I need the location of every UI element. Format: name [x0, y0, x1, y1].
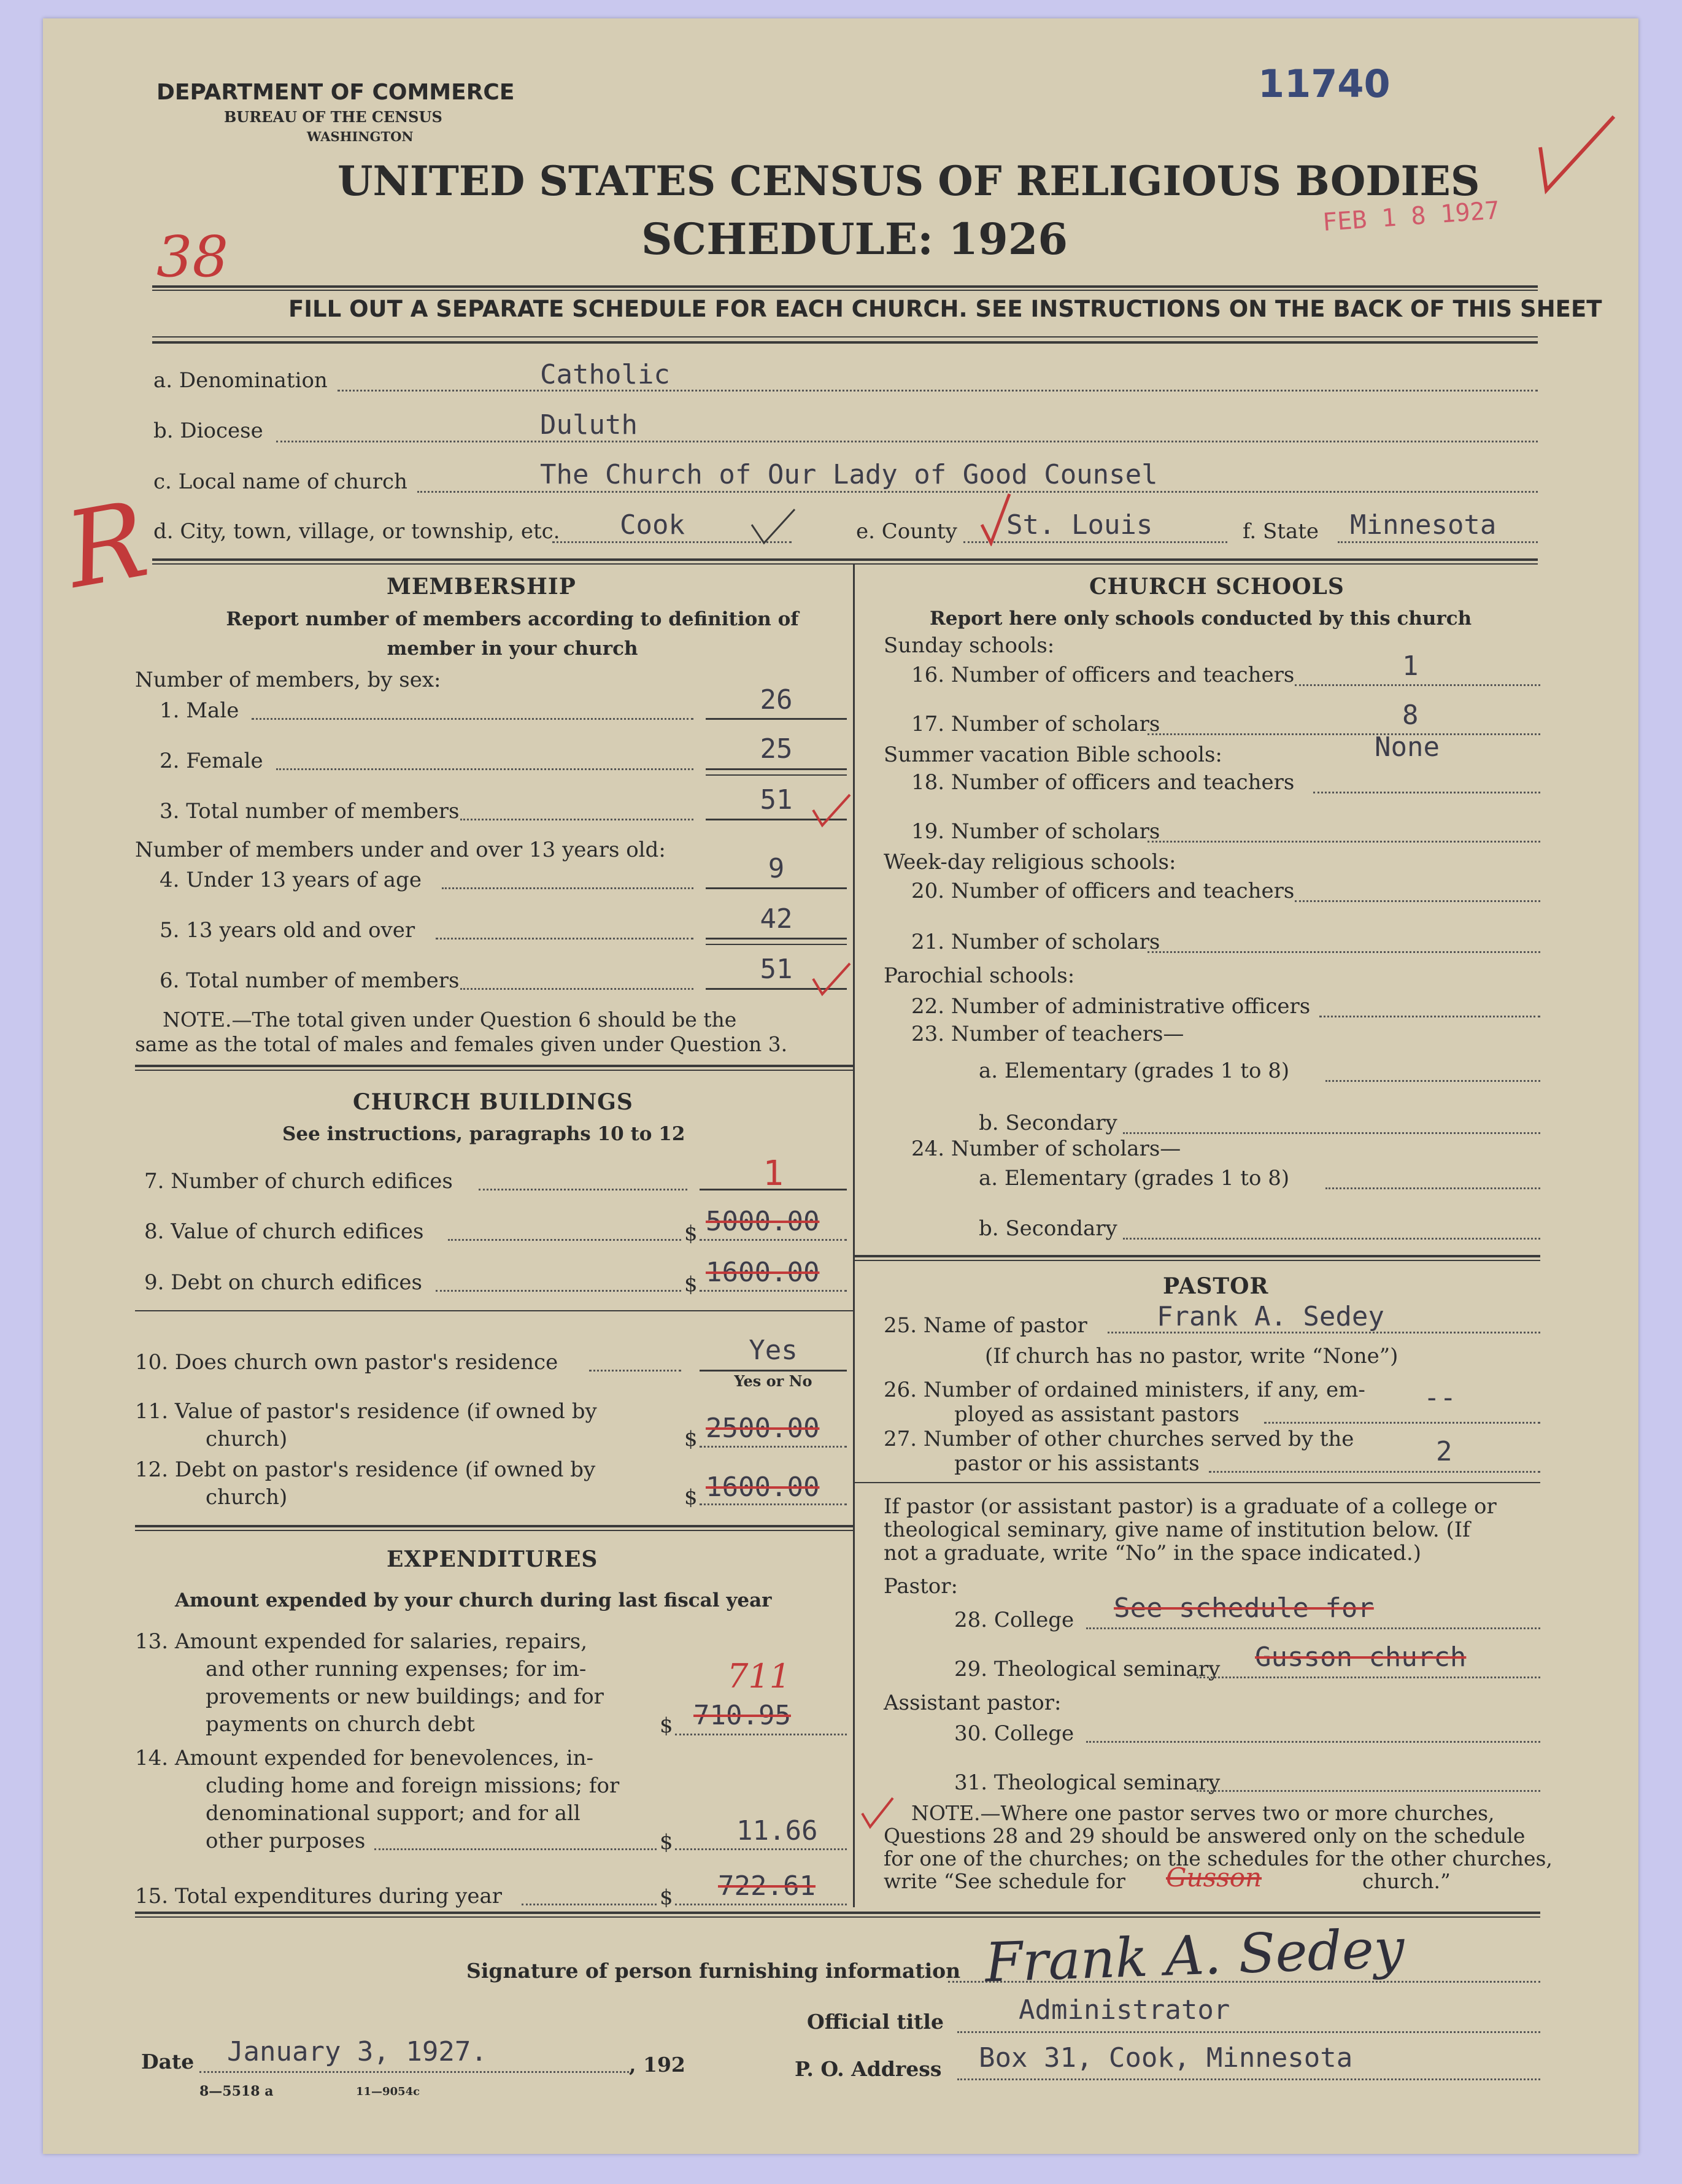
q16-label: 16. Number of officers and teachers — [911, 663, 1295, 687]
q2-label: 2. Female — [160, 749, 263, 773]
church-name-label: c. Local name of church — [153, 469, 407, 494]
expenditures-title: EXPENDITURES — [387, 1546, 598, 1572]
check-mark-q3 — [810, 792, 853, 828]
pastor-note-line1: NOTE.—Where one pastor serves two or more churches, — [911, 1801, 1495, 1825]
q31-label: 31. Theological seminary — [954, 1770, 1221, 1795]
denomination-value[interactable]: Catholic — [540, 359, 670, 390]
q30-label: 30. College — [954, 1721, 1074, 1746]
q29-answer[interactable]: Gusson church — [1255, 1642, 1467, 1673]
by-age-label: Number of members under and over 13 years old: — [135, 838, 666, 862]
pastor-title: PASTOR — [1163, 1273, 1269, 1299]
q11-answer[interactable]: 2500.00 — [706, 1413, 820, 1444]
q26-label-line2: ployed as assistant pastors — [954, 1402, 1240, 1427]
by-sex-label: Number of members, by sex: — [135, 668, 441, 692]
q13-correction: 711 — [727, 1657, 791, 1696]
q27-label-line2: pastor or his assistants — [954, 1451, 1200, 1476]
pastor-note-line4: write “See schedule for — [884, 1869, 1125, 1893]
buildings-title: CHURCH BUILDINGS — [353, 1089, 633, 1115]
q3-label: 3. Total number of members — [160, 799, 460, 824]
bureau-heading: BUREAU OF THE CENSUS — [224, 108, 442, 126]
q13-dollar: $ — [660, 1713, 673, 1738]
church-name-value[interactable]: The Church of Our Lady of Good Counsel — [540, 459, 1158, 490]
pastor-note-line2: Questions 28 and 29 should be answered only on the schedule — [884, 1824, 1526, 1848]
q13-label-line1: 13. Amount expended for salaries, repairs, — [135, 1629, 588, 1654]
q27-label-line1: 27. Number of other churches served by the — [884, 1427, 1354, 1451]
q25-answer[interactable]: Frank A. Sedey — [1157, 1301, 1384, 1332]
membership-title: MEMBERSHIP — [387, 574, 576, 600]
q13-label-line2: and other running expenses; for im- — [206, 1657, 587, 1681]
summer-schools-answer[interactable]: None — [1375, 731, 1440, 763]
q8-answer[interactable]: 5000.00 — [706, 1206, 820, 1237]
date-value[interactable]: January 3, 1927. — [227, 2036, 487, 2067]
q11-label-line1: 11. Value of pastor's residence (if owned by — [135, 1399, 597, 1424]
q15-dollar: $ — [660, 1885, 673, 1910]
form-number: 8—5518 a — [199, 2083, 274, 2099]
official-title-value[interactable]: Administrator — [1019, 1994, 1230, 2026]
county-value[interactable]: St. Louis — [1006, 509, 1153, 541]
po-address-value[interactable]: Box 31, Cook, Minnesota — [979, 2042, 1353, 2074]
yes-no-caption: Yes or No — [734, 1372, 812, 1390]
parochial-schools-label: Parochial schools: — [884, 963, 1075, 988]
q24-label: 24. Number of scholars— — [911, 1136, 1181, 1161]
q29-label: 29. Theological seminary — [954, 1657, 1221, 1681]
graduate-instruction-line2: theological seminary, give name of institution below. (If — [884, 1518, 1470, 1542]
q25-note: (If church has no pastor, write “None”) — [985, 1344, 1398, 1368]
city-value[interactable]: Cook — [620, 509, 685, 541]
q9-answer[interactable]: 1600.00 — [706, 1257, 820, 1288]
q25-label: 25. Name of pastor — [884, 1313, 1087, 1338]
q9-dollar: $ — [684, 1272, 698, 1297]
q6-answer[interactable]: 51 — [760, 954, 793, 985]
q12-label-line1: 12. Debt on pastor's residence (if owned by — [135, 1457, 596, 1482]
q12-label-line2: church) — [206, 1485, 288, 1510]
schools-subtitle: Report here only schools conducted by this church — [930, 608, 1472, 630]
q7-label: 7. Number of church edifices — [144, 1169, 453, 1194]
q17-answer[interactable]: 8 — [1402, 700, 1419, 731]
q27-answer[interactable]: 2 — [1436, 1436, 1452, 1467]
q7-answer[interactable]: 1 — [763, 1154, 784, 1194]
state-label: f. State — [1243, 519, 1319, 544]
dept-heading: DEPARTMENT OF COMMERCE — [156, 80, 515, 105]
check-mark-county — [979, 491, 1016, 546]
membership-note-line2: same as the total of males and females given under Question 3. — [135, 1032, 788, 1056]
q26-label-line1: 26. Number of ordained ministers, if any, em- — [884, 1378, 1365, 1402]
q23b-label: b. Secondary — [979, 1111, 1117, 1135]
diocese-label: b. Diocese — [153, 419, 263, 443]
census-schedule-form — [43, 18, 1638, 2154]
graduate-instruction-line3: not a graduate, write “No” in the space indicated.) — [884, 1541, 1422, 1565]
official-title-label: Official title — [807, 2010, 944, 2034]
city-heading: WASHINGTON — [307, 129, 414, 144]
pastor-note-handwritten: Gusson — [1166, 1862, 1262, 1893]
denomination-label: a. Denomination — [153, 368, 328, 393]
q20-label: 20. Number of officers and teachers — [911, 879, 1295, 903]
state-value[interactable]: Minnesota — [1350, 509, 1497, 541]
summer-schools-label: Summer vacation Bible schools: — [884, 743, 1222, 767]
q14-label-line3: denominational support; and for all — [206, 1801, 581, 1826]
q23a-label: a. Elementary (grades 1 to 8) — [979, 1059, 1290, 1083]
q5-label: 5. 13 years old and over — [160, 918, 415, 943]
q4-answer[interactable]: 9 — [768, 853, 785, 884]
received-stamp: FEB 1 8 1927 — [1321, 196, 1501, 237]
assistant-pastor-subheading: Assistant pastor: — [884, 1691, 1062, 1715]
q4-label: 4. Under 13 years of age — [160, 868, 422, 892]
q12-dollar: $ — [684, 1485, 698, 1510]
q14-label-line4: other purposes — [206, 1829, 366, 1853]
sunday-schools-label: Sunday schools: — [884, 633, 1055, 658]
q28-label: 28. College — [954, 1608, 1074, 1632]
q8-dollar: $ — [684, 1221, 698, 1246]
check-mark-note — [859, 1795, 896, 1832]
graduate-instruction-line1: If pastor (or assistant pastor) is a graduate of a college or — [884, 1494, 1497, 1519]
q1-answer[interactable]: 26 — [760, 684, 793, 716]
buildings-subtitle: See instructions, paragraphs 10 to 12 — [282, 1123, 685, 1145]
q6-label: 6. Total number of members — [160, 968, 460, 993]
instructions-banner: FILL OUT A SEPARATE SCHEDULE FOR EACH CHURCH. SEE INSTRUCTIONS ON THE BACK OF THIS SHEET — [288, 296, 1602, 322]
q13-label-line3: provements or new buildings; and for — [206, 1684, 604, 1709]
q14-label-line2: cluding home and foreign missions; for — [206, 1773, 620, 1798]
pastor-note-line3: for one of the churches; on the schedules for the other churches, — [884, 1846, 1553, 1870]
check-mark-city — [749, 503, 798, 546]
check-mark-q6 — [810, 960, 853, 997]
schedule-year: SCHEDULE: 1926 — [641, 214, 1068, 264]
pastor-note-line4-end: church.” — [1362, 1869, 1451, 1893]
city-label: d. City, town, village, or township, etc. — [153, 519, 560, 544]
q15-label: 15. Total expenditures during year — [135, 1884, 503, 1908]
handwritten-r-mark: R — [57, 479, 156, 612]
q18-label: 18. Number of officers and teachers — [911, 770, 1295, 795]
q5-answer[interactable]: 42 — [760, 903, 793, 935]
weekday-schools-label: Week-day religious schools: — [884, 850, 1176, 874]
q1-label: 1. Male — [160, 698, 239, 723]
q13-label-line4: payments on church debt — [206, 1712, 475, 1737]
q26-answer[interactable]: -- — [1424, 1382, 1456, 1413]
q28-answer[interactable]: See schedule for — [1114, 1592, 1374, 1624]
form-title: UNITED STATES CENSUS OF RELIGIOUS BODIES — [338, 157, 1480, 205]
q23-label: 23. Number of teachers— — [911, 1022, 1184, 1046]
q13-answer[interactable]: 710.95 — [693, 1700, 791, 1731]
q2-answer[interactable]: 25 — [760, 733, 793, 765]
membership-subtitle: Report number of members according to definition of member in your church — [226, 608, 799, 660]
expenditures-subtitle: Amount expended by your church during last fiscal year — [175, 1589, 772, 1611]
handwritten-number: 38 — [156, 224, 229, 290]
serial-number: 11740 — [1258, 61, 1391, 106]
q14-dollar: $ — [660, 1830, 673, 1854]
q14-label-line1: 14. Amount expended for benevolences, in- — [135, 1746, 594, 1770]
red-check-mark — [1534, 110, 1620, 196]
q10-answer[interactable]: Yes — [749, 1335, 798, 1366]
q14-answer[interactable]: 11.66 — [736, 1815, 818, 1846]
q17-label: 17. Number of scholars — [911, 712, 1160, 736]
q24a-label: a. Elementary (grades 1 to 8) — [979, 1166, 1290, 1190]
po-address-label: P. O. Address — [795, 2057, 942, 2081]
county-label: e. County — [856, 519, 957, 544]
q16-answer[interactable]: 1 — [1402, 650, 1419, 682]
q9-label: 9. Debt on church edifices — [144, 1270, 422, 1295]
date-suffix: , 192 — [629, 2053, 685, 2077]
q19-label: 19. Number of scholars — [911, 819, 1160, 844]
q21-label: 21. Number of scholars — [911, 930, 1160, 954]
q8-label: 8. Value of church edifices — [144, 1219, 424, 1244]
pastor-subheading: Pastor: — [884, 1574, 958, 1599]
print-code: 11—9054c — [356, 2085, 420, 2098]
q10-label: 10. Does church own pastor's residence — [135, 1350, 558, 1375]
q24b-label: b. Secondary — [979, 1216, 1117, 1241]
q12-answer[interactable]: 1600.00 — [706, 1472, 820, 1503]
q15-answer[interactable]: 722.61 — [718, 1870, 816, 1902]
q11-label-line2: church) — [206, 1427, 288, 1451]
signature-label: Signature of person furnishing information — [466, 1959, 961, 1983]
q3-answer[interactable]: 51 — [760, 784, 793, 816]
date-label: Date — [141, 2050, 195, 2074]
q11-dollar: $ — [684, 1427, 698, 1451]
membership-note-line1: NOTE.—The total given under Question 6 should be the — [163, 1008, 737, 1032]
diocese-value[interactable]: Duluth — [540, 409, 638, 441]
q22-label: 22. Number of administrative officers — [911, 994, 1311, 1019]
pastor-signature[interactable]: Frank A. Sedey — [984, 1916, 1406, 1994]
schools-title: CHURCH SCHOOLS — [1089, 574, 1344, 600]
